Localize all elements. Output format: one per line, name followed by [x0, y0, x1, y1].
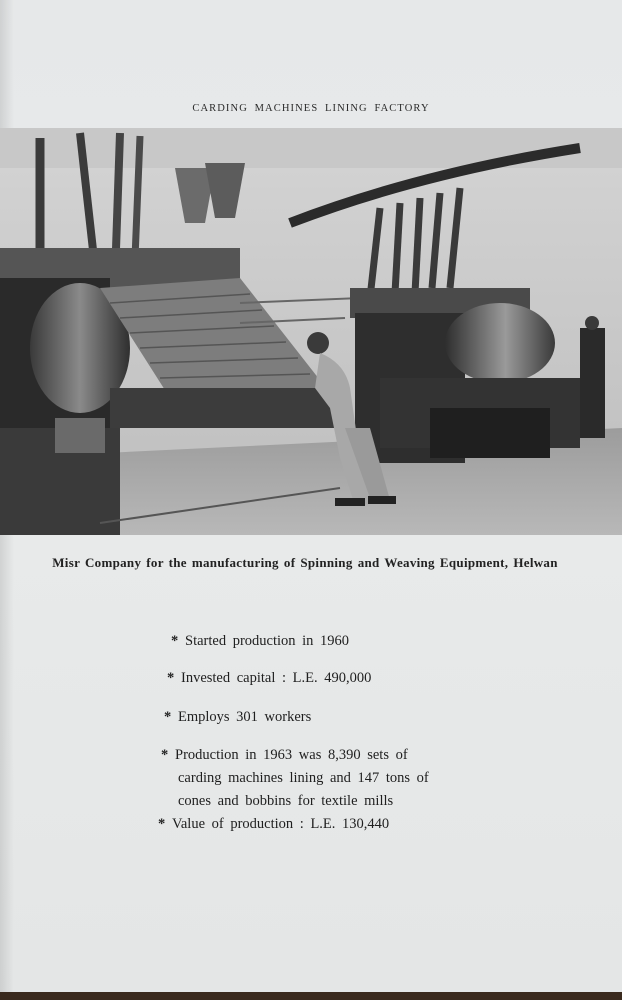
fact-item-started — [171, 630, 349, 653]
fact-text: Production in 1963 was 8,390 sets of — [175, 747, 408, 763]
fact-item-value — [158, 813, 389, 836]
factory-photo-icon — [0, 128, 622, 535]
fact-text: cones and bobbins for textile mills — [178, 793, 394, 809]
page-title: CARDING MACHINES LINING FACTORY — [192, 103, 430, 114]
fact-text: Started production in 1960 — [185, 633, 350, 649]
factory-photo — [0, 128, 622, 535]
fact-item-capital — [167, 667, 371, 690]
bullet-icon: * — [164, 709, 172, 725]
fact-text: carding machines lining and 147 tons of — [178, 770, 429, 786]
fact-text: Value of production : L.E. 130,440 — [172, 816, 390, 832]
fact-text: Invested capital : L.E. 490,000 — [181, 670, 372, 686]
fact-item-employs — [164, 706, 311, 729]
bullet-icon: * — [158, 816, 166, 832]
bullet-icon: * — [161, 747, 169, 763]
fact-text: Employs 301 workers — [178, 709, 312, 725]
photo-caption: Misr Company for the manufacturing of Spinning and Weaving Equipment, Helwan — [52, 555, 558, 570]
fact-item-production — [161, 744, 429, 813]
bullet-icon: * — [171, 633, 179, 649]
bullet-icon: * — [167, 670, 175, 686]
